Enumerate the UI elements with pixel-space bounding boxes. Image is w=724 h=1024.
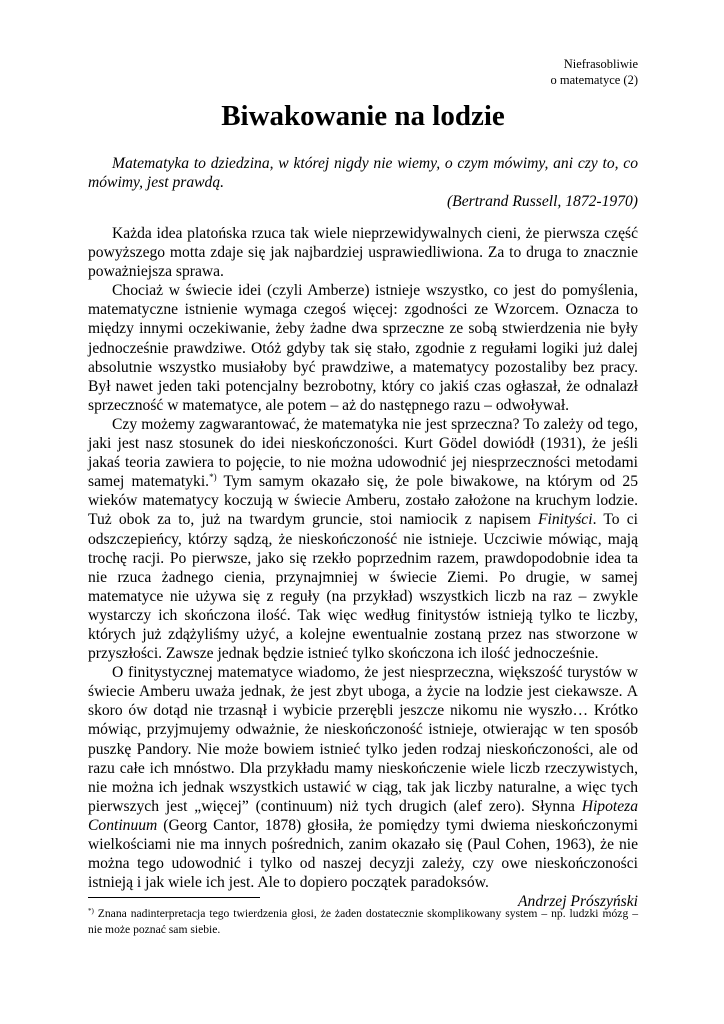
series-line-1: Niefrasobliwie (563, 57, 638, 71)
paragraph-2: Chociaż w świecie idei (czyli Amberze) istnieje wszystko, co jest do pomyślenia, matematyczne istnienie wymaga czegoś więcej: zgodności ze Wzorcem. Oznacza to między innymi oczekiwanie, żeby żadne dwa sprzeczne ze sobą stwierdzenia nie były jednocześnie prawdziwe. Otóż gdyby tak się stało, zgodnie z regułami logiki już dalej absolutnie wszystko musiałoby być prawdziwe, a matematycy pozostaliby bez pracy. Był nawet jeden taki potencjalny bezrobotny, który co jakiś czas ogłaszał, że odnalazł sprzeczność w matematyce, ale potem – aż do następnego razu – odwoływał. (88, 282, 638, 414)
finitysci-term: Finityści (537, 511, 593, 529)
series-header (551, 56, 638, 88)
footnote-divider (88, 897, 260, 898)
footnote-mark: *) (88, 907, 94, 915)
paragraph-1: Każda idea platońska rzuca tak wiele nieprzewidywalnych cieni, że pierwsza część powyższego motta zdaje się jak najbardziej usprawiedliwiona. Za to druga to znacznie poważniejsza sprawa. (88, 225, 638, 281)
epigraph (88, 154, 638, 211)
document-page (88, 0, 638, 1024)
paragraph-3-part-a: Czy możemy zagwarantować, że matematyka nie jest sprzeczna? To zależy od tego, jaki jest nasz stosunek do idei nieskończoności. Kurt Gödel dowiódł (1931), że jeśli jakaś teoria zawiera to pojęcie, to nie można udowodnić jej niesprzeczności metodami samej matematyki. (88, 415, 638, 491)
paragraph-4-part-a: O finitystycznej matematyce wiadomo, że jest niesprzeczna, większość turystów w świecie Amberu uważa jednak, że jest zbyt uboga, a życie na lodzie jest ciekawsze. A skoro ów dotąd nie trzasnął i wybicie przerębli jeszcze nikomu nie wyszło… Krótko mówiąc, przyjmujemy odważnie, że nieskończoność istnieje, otwierając w ten sposób puszkę Pandory. Nie może bowiem istnieć tylko jeden rodzaj nieskończoności, ale od razu całe ich mnóstwo. Dla przykładu mamy nieskończenie wiele liczb rzeczywistych, nie można ich jednak wszystkich ustawić w ciąg, tak jak liczby naturalne, a więc tych pierwszych jest „więcej” (continuum) niż tych drugich (alef zero). Słynna (88, 664, 638, 815)
footnote-reference: *) (209, 472, 217, 483)
article-title: Biwakowanie na lodzie (221, 100, 505, 132)
footnote (88, 906, 638, 937)
article-body (88, 224, 638, 911)
paragraph-3-part-c: . To ci odszczepieńcy, którzy sądzą, że nieskończoność nie istnieje. Uczciwie mówiąc, mają trochę racji. Po pierwsze, jako się rzekło poprzednim razem, prawdopodobnie idea ta nie rzuca żadnego cienia, przynajmniej w świecie Ziemi. Po drugie, w samej matematyce nie używa się z reguły (na przykład) wszystkich liczb na raz – zwykle wystarczy ich skończona ilość. Tak więc według finitystów istnieją tylko te liczby, których już zdążyliśmy użyć, a kolejne ewentualnie zostaną przez nas stworzone w przyszłości. Zawsze jednak będzie istnieć tylko skończona ich ilość jednocześnie. (88, 511, 638, 663)
paragraph-4-part-b: (Georg Cantor, 1878) głosiła, że pomiędzy tymi dwiema nieskończonymi wielkościami nie ma innych pośrednich, zanim okazało się (Paul Cohen, 1963), że nie można tego udowodnić i tylko od naszej decyzji zależy, czy owe nieskończoności istnieją i jak wiele ich jest. Ale to dopiero początek paradoksów. (88, 816, 638, 892)
paragraph-3-part-b: Tym samym okazało się, że pole biwakowe, na którym od 25 wieków matematycy koczują w świecie Amberu, zostało założone na kruchym lodzie. Tuż obok za to, już na twardym gruncie, stoi namiocik z napisem (88, 473, 639, 529)
footnote-text: Znana nadinterpretacja tego twierdzenia głosi, że żaden dostatecznie skomplikowany system – np. ludzki mózg – nie może poznać sam siebie. (88, 907, 638, 936)
paragraph-3 (88, 415, 638, 663)
epigraph-attribution: (Bertrand Russell, 1872-1970) (446, 193, 638, 210)
series-line-2: o matematyce (2) (550, 73, 638, 87)
epigraph-quote: Matematyka to dziedzina, w której nigdy nie wiemy, o czym mówimy, ani czy to, co mówimy, jest prawdą. (88, 155, 638, 191)
hipoteza-continuum-term: Hipoteza Continuum (88, 797, 638, 834)
author-signature: Andrzej Prószyński (518, 893, 638, 911)
paragraph-4 (88, 663, 638, 892)
